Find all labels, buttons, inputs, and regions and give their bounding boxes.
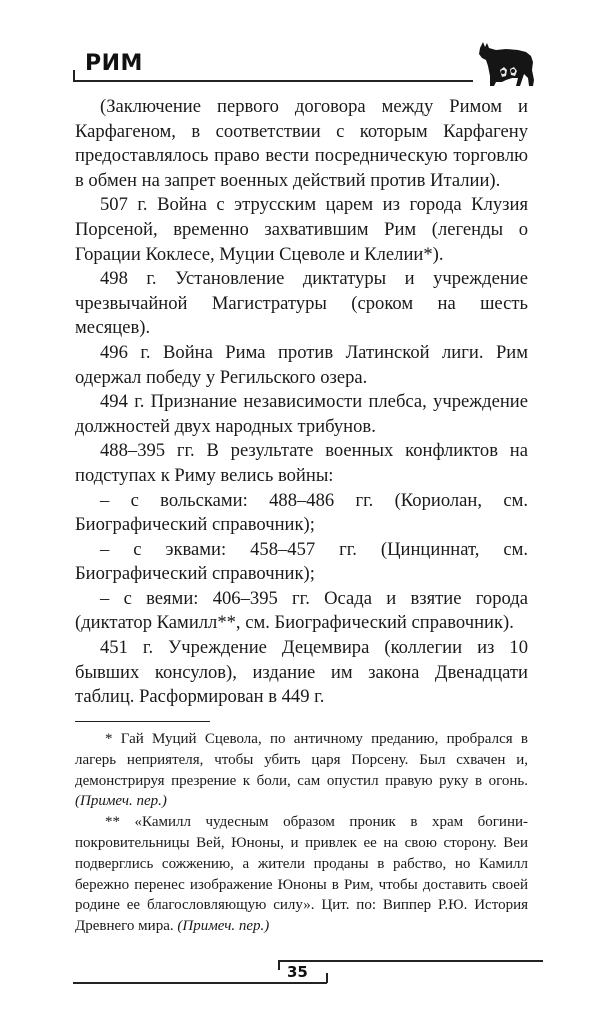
main-text: [75, 95, 528, 710]
capitoline-wolf-icon: [476, 40, 538, 90]
page-folio: [73, 955, 543, 995]
footnotes: [75, 729, 528, 937]
paragraph-treaty: (Заключение первого договора между Римом и Карфагеном, в соответствии с которым Карфагену предоставлялось право вести посредническую торговлю в обмен на запрет военных действий против Италии).: [75, 96, 528, 191]
paragraph-507: 507 г. Война с этрусским царем из города Клузия Порсеной, временно захватившим Рим (легенды о Горации Коклесе, Муции Сцеволе и Клелии*).: [75, 194, 528, 265]
paragraph-volsci: – с вольсками: 488–486 гг. (Кориолан, см. Биографический справочник);: [75, 489, 528, 536]
footnote-1-text: * Гай Муций Сцевола, по античному преданию, пробрался в лагерь неприятеля, чтобы убить царя Порсену. Был схвачен и, демонстрируя презрение к боли, сам опустил правую руку в огонь.: [75, 731, 528, 789]
folio-right-bracket: [326, 973, 328, 983]
paragraph-494: 494 г. Признание независимости плебса, учреждение должностей двух народных трибунов.: [75, 391, 528, 437]
footnote-2-text: ** «Камилл чудесным образом проник в храм богини-покровительницы Вей, Юноны, и привлек ее на свою сторону. Веи подверглись сожжению, а жители проданы в рабство, но Камилл бережно перенес изображение Юноны в Рим, чтобы доставить своей родине ее благословляющую силу». Цит. по: Виппер Р.Ю. История Древнего мира.: [75, 814, 528, 935]
footnote-separator: [75, 721, 210, 722]
footnote-2-note: (Примеч. пер.): [177, 918, 270, 935]
header-rule: [73, 80, 473, 82]
paragraph-496: 496 г. Война Рима против Латинской лиги. Рим одержал победу у Регильского озера.: [75, 341, 528, 388]
footnote-1: [75, 729, 528, 812]
folio-right-rule: [278, 960, 543, 962]
paragraph-488-395: 488–395 гг. В результате военных конфликтов на подступах к Риму велись войны:: [75, 440, 528, 486]
page-number: 35: [287, 963, 308, 981]
footnote-2: [75, 812, 528, 937]
paragraph-veii: – с веями: 406–395 гг. Осада и взятие города (диктатор Камилл**, см. Биографический справочник).: [75, 587, 528, 634]
folio-left-rule: [73, 982, 327, 984]
paragraph-498: 498 г. Установление диктатуры и учреждение чрезвычайной Магистратуры (сроком на шесть месяцев).: [75, 268, 528, 339]
paragraph-aequi: – с эквами: 458–457 гг. (Цинциннат, см. Биографический справочник);: [75, 538, 528, 585]
running-title: РИМ: [85, 51, 143, 76]
running-header: [73, 40, 543, 90]
paragraph-451: 451 г. Учреждение Децемвира (коллегии из 10 бывших консулов), издание им закона Двенадцати таблиц. Расформирован в 449 г.: [75, 637, 528, 708]
folio-left-bracket: [278, 960, 280, 970]
footnote-1-note: (Примеч. пер.): [75, 793, 167, 810]
